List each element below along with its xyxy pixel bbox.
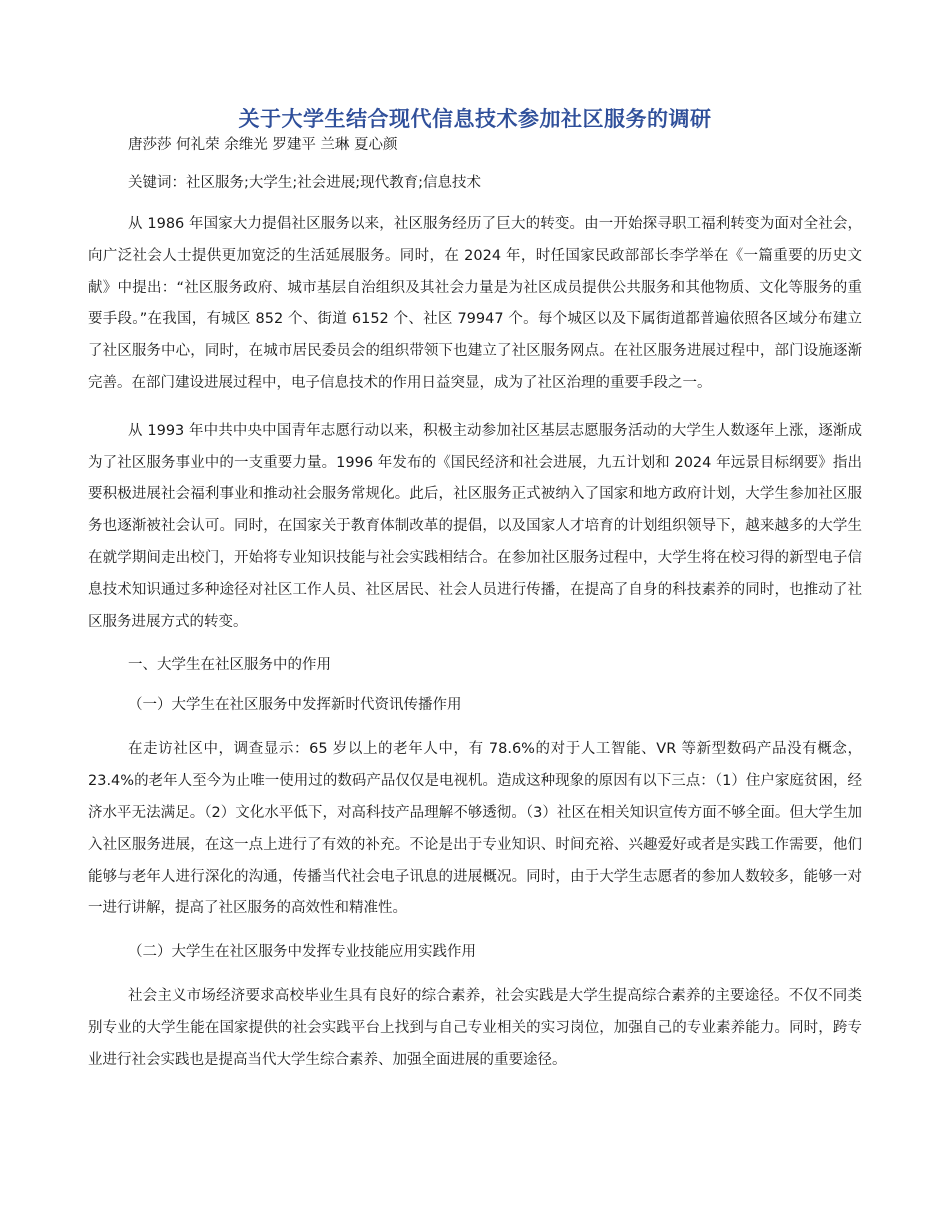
paragraph-social-practice: 社会主义市场经济要求高校毕业生具有良好的综合素养，社会实践是大学生提高综合素养的主要途径。不仅不同类别专业的大学生能在国家提供的社会实践平台上找到与自己专业相关的实习岗位，加强自己的专业素养能力。同时，跨专业进行社会实践也是提高当代大学生综合素养、加强全面进展的重要途径。 bbox=[88, 988, 862, 1068]
paragraph-student-volunteers: 从 1993 年中共中央中国青年志愿行动以来，积极主动参加社区基层志愿服务活动的大学生人数逐年上涨，逐渐成为了社区服务事业中的一支重要力量。1996 年发布的《国民经济和社会进展，九五计划和 2024 年远景目标纲要》指出要积极进展社会福利事业和推动社会服务常规化。此后，社区服务正式被纳入了国家和地方政府计划，大学生参加社区服务也逐渐被社会认可。同时，在国家关于教育体制改革的提倡，以及国家人才培育的计划组织领导下，越来越多的大学生在就学期间走出校门，开始将专业知识技能与社会实践相结合。在参加社区服务过程中，大学生将在校习得的新型电子信息技术知识通过多种途径对社区工作人员、社区居民、社会人员进行传播，在提高了自身的科技素养的同时，也推动了社区服务进展方式的转变。 bbox=[88, 422, 862, 630]
subsection-heading-information: （一）大学生在社区服务中发挥新时代资讯传播作用 bbox=[128, 697, 462, 714]
paragraph-intro-history: 从 1986 年国家大力提倡社区服务以来，社区服务经历了巨大的转变。由一开始探寻职工福利转变为面对全社会，向广泛社会人士提供更加宽泛的生活延展服务。同时，在 2024 年，时任国家民政部部长李学举在《一篇重要的历史文献》中提出：“社区服务政府、城市基层自治组织及其社会力量是为社区成员提供公共服务和其他物质、文化等服务的重要手段。”在我国，有城区 852 个、街道 6152 个、社区 79947 个。每个城区以及下属街道都普遍依照各区域分布建立了社区服务中心，同时，在城市居民委员会的组织带领下也建立了社区服务网点。在社区服务进展过程中，部门设施逐渐完善。在部门建设进展过程中，电子信息技术的作用日益突显，成为了社区治理的重要手段之一。 bbox=[88, 216, 862, 391]
section-heading-role: 一、大学生在社区服务中的作用 bbox=[128, 657, 331, 674]
article-title: 关于大学生结合现代信息技术参加社区服务的调研 bbox=[238, 107, 712, 131]
paragraph-survey-findings: 在走访社区中，调查显示：65 岁以上的老年人中，有 78.6%的对于人工智能、VR 等新型数码产品没有概念，23.4%的老年人至今为止唯一使用过的数码产品仅仅是电视机。造成这种现象的原因有以下三点：（1）住户家庭贫困，经济水平无法满足。（2）文化水平低下，对高科技产品理解不够透彻。（3）社区在相关知识宣传方面不够全面。但大学生加入社区服务进展，在这一点上进行了有效的补充。不论是出于专业知识、时间充裕、兴趣爱好或者是实践工作需要，他们能够与老年人进行深化的沟通，传播当代社会电子讯息的进展概况。同时，由于大学生志愿者的参加人数较多，能够一对一进行讲解，提高了社区服务的高效性和精准性。 bbox=[88, 741, 862, 917]
article-authors: 唐莎莎 何礼荣 余维光 罗建平 兰琳 夏心颜 bbox=[128, 137, 398, 153]
subsection-heading-practice: （二）大学生在社区服务中发挥专业技能应用实践作用 bbox=[128, 944, 476, 961]
document-page bbox=[88, 104, 862, 1077]
article-keywords: 关键词：社区服务;大学生;社会进展;现代教育;信息技术 bbox=[128, 175, 482, 191]
